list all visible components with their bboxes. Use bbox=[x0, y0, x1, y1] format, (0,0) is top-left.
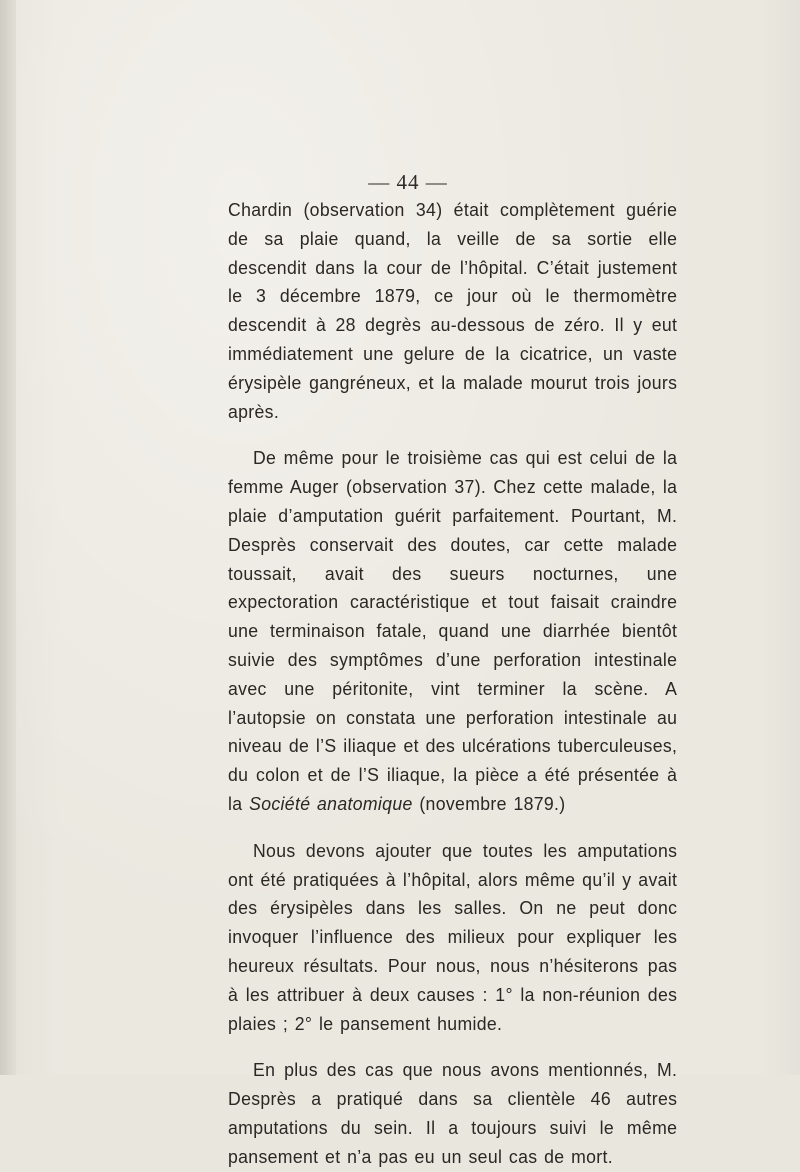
paragraph-auger bbox=[228, 444, 677, 818]
paragraph-amputations bbox=[228, 837, 677, 1039]
paragraph-clientele bbox=[228, 1056, 677, 1171]
page-body bbox=[228, 196, 678, 1172]
paragraph-chardin bbox=[228, 196, 677, 426]
italic-society-name: Société anatomique bbox=[249, 792, 413, 814]
page-binding-edge bbox=[0, 0, 16, 1075]
paragraph-text: Chardin (observation 34) était complètement guérie de sa plaie quand, la veille de sa sortie elle descendit dans la cour de l’hôpital. C’était justement le 3 décembre 1879, ce jour où le thermomètre descendit à 28 degrès au-dessous de zéro. Il y eut immédiatement une gelure de la cicatrice, un vaste érysipèle gangréneux, et la malade mourut trois jours après. bbox=[228, 199, 678, 422]
page-number: — 44 — bbox=[368, 170, 448, 194]
paragraph-text: En plus des cas que nous avons mentionnés, M. Desprès a pratiqué dans sa clientèle 46 autres amputations du sein. Il a toujours suivi le même pansement et n’a pas eu un seul cas de mort. bbox=[228, 1059, 678, 1167]
paragraph-text: De même pour le troisième cas qui est celui de la femme Auger (observation 37). Chez cette malade, la plaie d’amputation guérit parfaitement. Pourtant, M. Desprès conservait des doutes, car cette malade toussait, avait des sueurs nocturnes, une expectoration caractéristique et tout faisait craindre une terminaison fatale, quand une diarrhée bientôt suivie des symptômes d’une perforation intestinale avec une péritonite, vint terminer la scène. A l’autopsie on constata une perforation intestinale au niveau de l’S iliaque et des ulcérations tuberculeuses, du colon et de l’S iliaque, la pièce a été présentée à la bbox=[228, 447, 678, 814]
paragraph-text: Nous devons ajouter que toutes les amputations ont été pratiquées à l’hôpital, alors même qu’il y avait des érysipèles dans les salles. On ne peut donc invoquer l’influence des milieux pour expliquer les heureux résultats. Pour nous, nous n’hésiterons pas à les attribuer à deux causes : 1° la non-réunion des plaies ; 2° le pansement humide. bbox=[228, 839, 678, 1034]
paragraph-text-end: (novembre 1879.) bbox=[412, 792, 566, 814]
